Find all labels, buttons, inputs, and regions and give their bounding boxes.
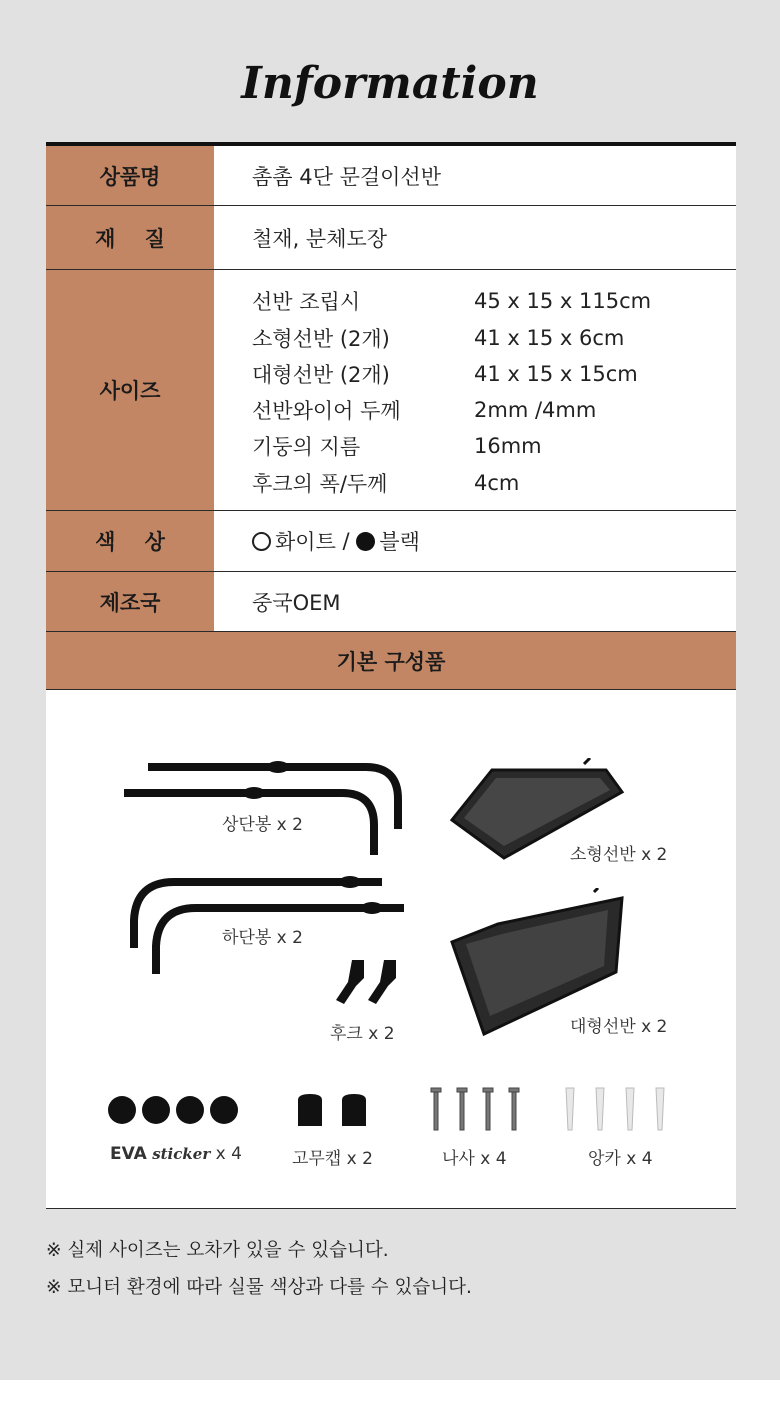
black-circle-icon [356,532,375,551]
size-value: 41 x 15 x 6cm [474,325,625,350]
eva-sticker-dot-icon [142,1096,170,1124]
spec-row-material [46,206,736,270]
size-name: 선반 조립시 [252,290,361,315]
size-list [214,270,736,510]
product-name-label: 상품명 [46,146,214,205]
note-color: ※ 모니터 환경에 따라 실물 색상과 다를 수 있습니다. [46,1277,472,1298]
size-value: 2mm /4mm [474,398,597,423]
color-label: 색 상 [46,511,214,571]
spec-row-color [46,511,736,572]
size-item [252,283,651,319]
size-name: 소형선반 (2개) [252,326,390,351]
eva-sticker-dot-icon [210,1096,238,1124]
anchor-icon [558,1086,678,1132]
eva-sticker-caption [110,1144,242,1164]
color-white-text: 화이트 [275,530,336,554]
hook-caption: 후크 x 2 [330,1024,395,1044]
size-value: 4cm [474,470,520,495]
eva-sticker-dot-icon [176,1096,204,1124]
basic-components-header: 기본 구성품 [46,632,736,690]
screw-icon [426,1086,526,1132]
eva-bold-text: EVA [110,1144,147,1164]
origin-value: 중국OEM [214,572,736,631]
size-name: 후크의 폭/두께 [252,471,388,496]
size-item [252,465,519,501]
page-title: Information [241,58,539,109]
size-item [252,356,638,392]
product-name-value: 촘촘 4단 문걸이선반 [214,146,736,205]
size-value: 41 x 15 x 15cm [474,361,638,386]
size-item [252,428,542,464]
notes [46,1232,736,1306]
size-name: 선반와이어 두께 [252,399,401,424]
small-shelf-caption: 소형선반 x 2 [570,845,668,865]
material-value: 철재, 분체도장 [214,206,736,269]
large-shelf-caption: 대형선반 x 2 [570,1017,668,1037]
anchor-caption: 앙카 x 4 [588,1149,653,1169]
lower-rod-caption: 하단봉 x 2 [222,928,303,948]
size-name: 기둥의 지름 [252,435,361,460]
size-item [252,392,596,428]
size-label: 사이즈 [46,270,214,510]
eva-script-text: sticker [152,1145,211,1163]
origin-label: 제조국 [46,572,214,631]
screw-caption: 나사 x 4 [442,1149,507,1169]
size-value: 16mm [474,434,542,459]
eva-sticker-dot-icon [108,1096,136,1124]
components-panel [46,690,736,1209]
note-size: ※ 실제 사이즈는 오차가 있을 수 있습니다. [46,1240,389,1261]
size-value: 45 x 15 x 115cm [474,289,652,314]
color-black-text: 블랙 [379,530,420,554]
size-item [252,319,624,355]
upper-rod-caption: 상단봉 x 2 [222,815,303,835]
rubber-cap-icon [296,1092,376,1128]
spec-table [46,142,736,1209]
spec-row-origin [46,572,736,632]
hook-icon [330,956,410,1016]
rubber-cap-caption: 고무캡 x 2 [292,1149,373,1169]
material-label: 재 질 [46,206,214,269]
white-circle-icon [252,532,271,551]
size-name: 대형선반 (2개) [252,362,390,387]
color-separator: / [335,529,357,553]
spec-row-size [46,270,736,511]
spec-row-product [46,146,736,206]
eva-count-text: x 4 [210,1144,242,1164]
color-value [214,511,736,571]
